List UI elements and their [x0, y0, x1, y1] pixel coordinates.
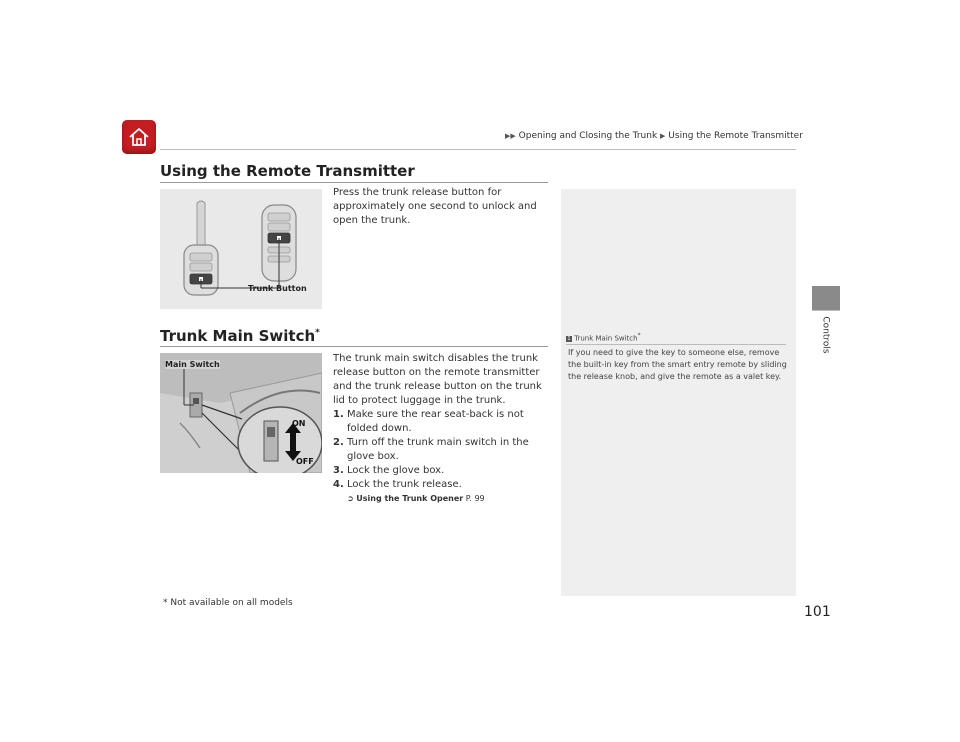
- side-note-panel: [561, 189, 796, 596]
- section2-body: [333, 352, 547, 506]
- list-item: 4. Lock the trunk release.: [333, 479, 462, 490]
- section-title-rule: [160, 346, 548, 347]
- header-divider: [160, 149, 796, 150]
- reference-link[interactable]: ➲ Using the Trunk Opener P. 99: [347, 494, 485, 503]
- breadcrumb-arrow-icon: ▶▶: [505, 132, 516, 140]
- glove-box-switch-illustration: [160, 353, 322, 473]
- availability-marker: *: [315, 328, 320, 338]
- off-label: OFF: [296, 457, 314, 466]
- footnote: * Not available on all models: [163, 598, 293, 608]
- side-note-body: If you need to give the key to someone else, remove the built-in key from the smart entry remote by sliding the release knob, and give the remote as a valet key.: [568, 348, 787, 381]
- section-title-remote: Using the Remote Transmitter: [160, 162, 415, 180]
- main-switch-figure: [160, 353, 322, 473]
- list-item: 1. Make sure the rear seat-back is not folded down.: [333, 409, 524, 434]
- side-note-title: 1 Trunk Main Switch*: [567, 333, 641, 343]
- remote-transmitter-figure: [160, 189, 322, 309]
- on-label: ON: [292, 419, 306, 428]
- section1-body: Press the trunk release button for approximately one second to unlock and open the trunk.: [333, 187, 537, 226]
- breadcrumb: [505, 131, 803, 141]
- side-note-divider: [566, 344, 786, 345]
- section2-intro: The trunk main switch disables the trunk release button on the remote transmitter and the trunk release button on the trunk lid to protect luggage in the trunk.: [333, 353, 542, 406]
- section-title-rule: [160, 182, 548, 183]
- trunk-button-label: Trunk Button: [248, 284, 307, 293]
- home-button[interactable]: [122, 120, 156, 154]
- note-icon: 1: [567, 336, 571, 343]
- breadcrumb-arrow-icon: ▶: [660, 132, 666, 140]
- list-item: 2. Turn off the trunk main switch in the glove box.: [333, 437, 529, 462]
- breadcrumb-item-remote[interactable]: Using the Remote Transmitter: [668, 131, 803, 141]
- list-item: 3. Lock the glove box.: [333, 465, 445, 476]
- sidebar-tab[interactable]: [812, 286, 840, 310]
- page-number: 101: [804, 604, 831, 620]
- sidebar-section-label: Controls: [821, 316, 832, 354]
- home-icon: [128, 126, 150, 148]
- section-title-main-switch: Trunk Main Switch*: [160, 327, 320, 345]
- main-switch-label: Main Switch: [165, 360, 220, 369]
- breadcrumb-item-trunk[interactable]: Opening and Closing the Trunk: [518, 131, 658, 141]
- reference-arrow-icon: ➲: [347, 494, 354, 503]
- steps-list: [333, 408, 547, 492]
